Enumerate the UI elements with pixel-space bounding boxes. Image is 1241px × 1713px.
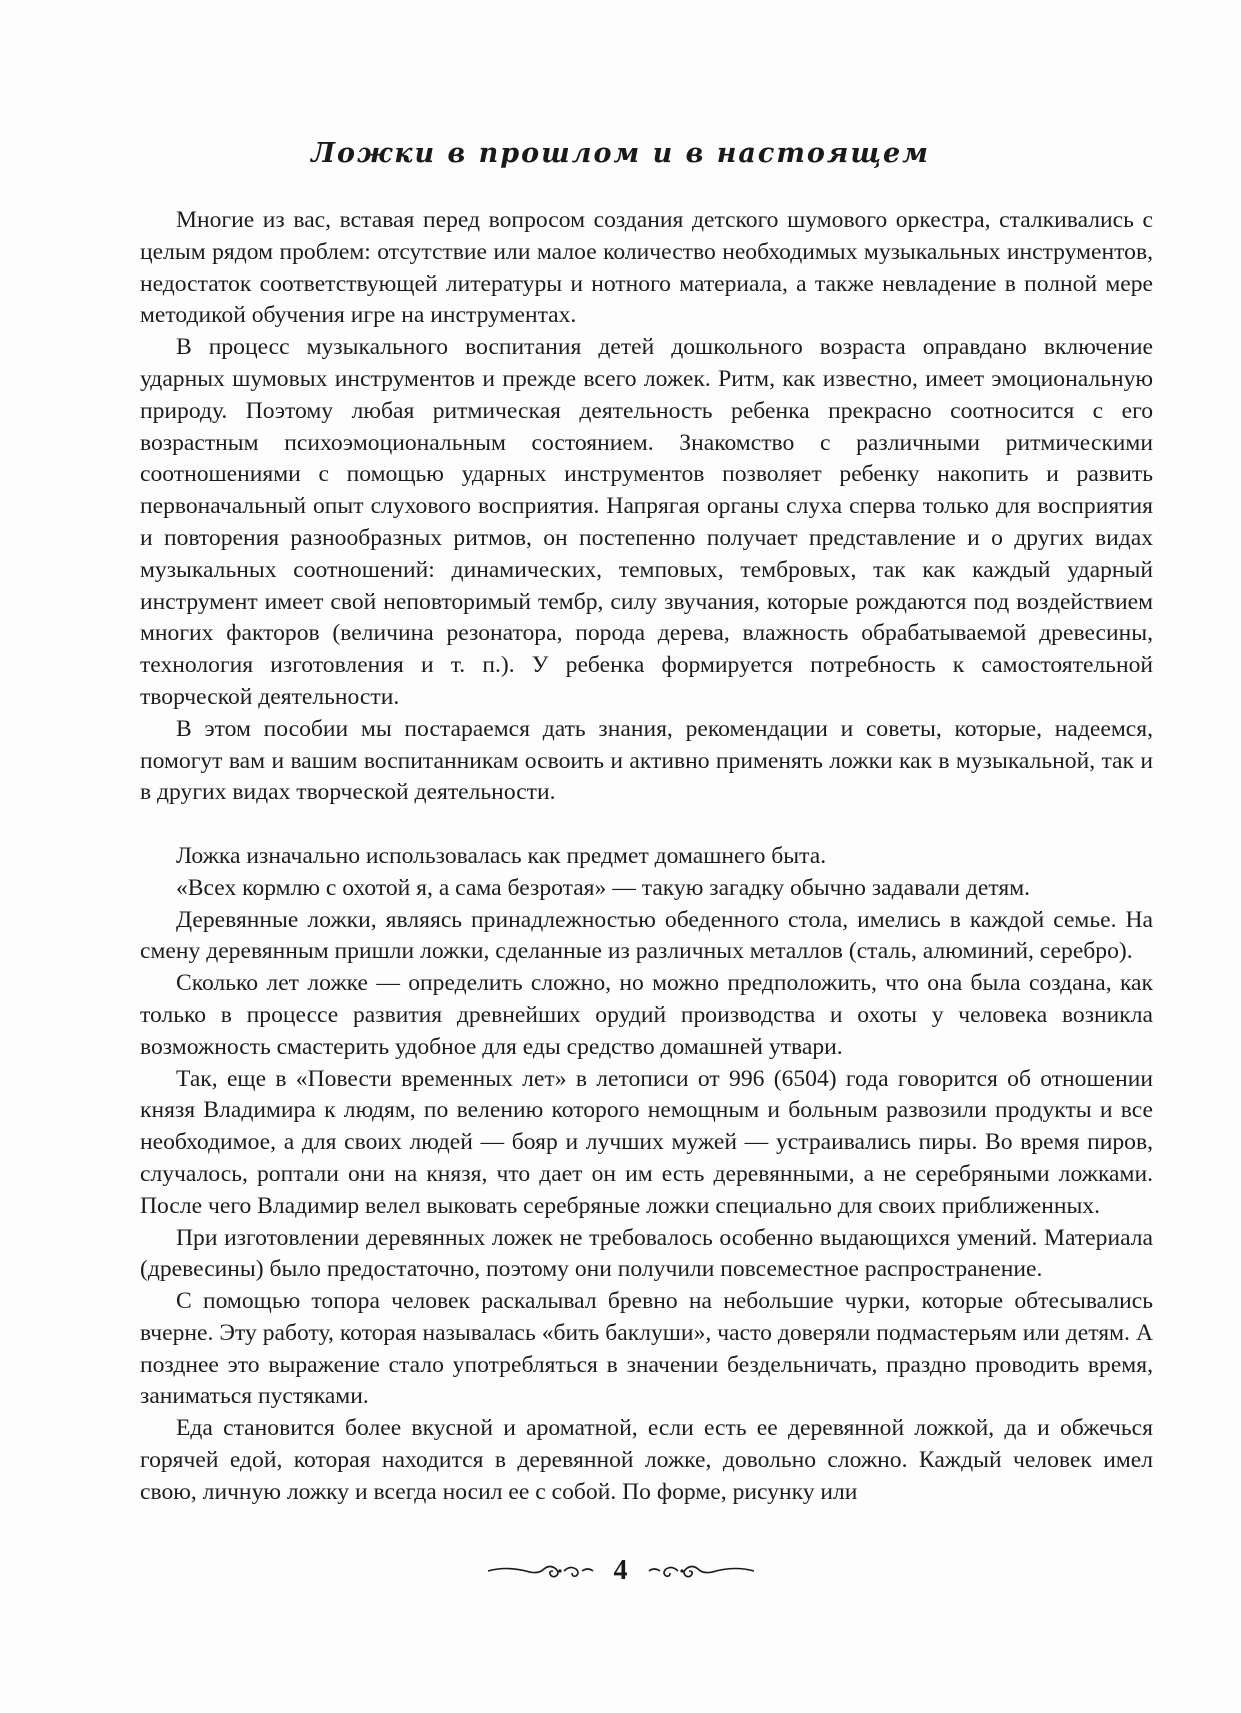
paragraph: В этом пособии мы постараемся дать знания, рекомендации и советы, которые, надеемся, помогут вам и вашим воспитанникам освоить и активно применять ложки как в музыкальной, так и в других видах творческой деятельности. [140, 715, 1153, 806]
page-number: 4 [613, 1555, 628, 1586]
left-ornament-icon [486, 1560, 596, 1582]
page-footer [0, 1555, 1241, 1587]
body-text [140, 205, 1153, 1509]
paragraph: Ложка изначально использовалась как предмет домашнего быта. [176, 842, 827, 869]
paragraph: В процесс музыкального воспитания детей дошкольного возраста оправдано включение ударных шумовых инструментов и прежде всего ложек. Ритм, как известно, имеет эмоциональную природу. Поэтому любая ритмическая деятельность ребенка прекрасно соотносится с его возрастным психоэмоциональным состоянием. Знакомство с различными ритмическими соотношениями с помощью ударных инструментов позволяет ребенку накопить и развить первоначальный опыт слухового восприятия. Напрягая органы слуха сперва только для восприятия и повторения разнообразных ритмов, он постепенно получает представление и о других видах музыкальных соотношений: динамических, темповых, тембровых, так как каждый ударный инструмент имеет свой неповторимый тембр, силу звучания, которые рождаются под воздействием многих факторов (величина резонатора, порода дерева, влажность обрабатываемой древесины, технология изготовления и т. п.). У ребенка формируется потребность к самостоятельной творческой деятельности. [140, 334, 1153, 710]
paragraph: «Всех кормлю с охотой я, а сама безротая» — такую загадку обычно задавали детям. [176, 874, 1031, 901]
right-ornament-icon [646, 1560, 756, 1582]
paragraph: Сколько лет ложке — определить сложно, но можно предположить, что она была создана, как только в процессе развития древнейших орудий производства и охоты у человека возникла возможность смастерить удобное для еды средство домашней утвари. [140, 970, 1153, 1060]
paragraph: Многие из вас, вставая перед вопросом создания детского шумового оркестра, сталкивались с целым рядом проблем: отсутствие или малое количество необходимых музыкальных инструментов, недостаток соответствующей литературы и нотного материала, а также невладение в полной мере методикой обучения игре на инструментах. [140, 207, 1153, 329]
paragraph: Еда становится более вкусной и ароматной, если есть ее деревянной ложкой, да и обжечься горячей едой, которая находится в деревянной ложке, довольно сложно. Каждый человек имел свою, личную ложку и всегда носил ее с собой. По форме, рисунку или [140, 1415, 1153, 1505]
paragraph: При изготовлении деревянных ложек не требовалось особенно выдающихся умений. Материала (древесины) было предостаточно, поэтому они получили повсеместное распространение. [140, 1224, 1153, 1283]
paragraph: Так, еще в «Повести временных лет» в летописи от 996 (6504) года говорится об отношении князя Владимира к людям, по велению которого немощным и больным развозили продукты и все необходимое, а для своих людей — бояр и лучших мужей — устраивались пиры. Во время пиров, случалось, роптали они на князя, что дает он им есть деревянными, а не серебряными ложками. После чего Владимир велел выковать серебряные ложки специально для своих приближенных. [140, 1065, 1153, 1219]
paragraph: Деревянные ложки, являясь принадлежностью обеденного стола, имелись в каждой семье. На смену деревянным пришли ложки, сделанные из различных металлов (сталь, алюминий, серебро). [140, 906, 1153, 965]
paragraph: С помощью топора человек раскалывал бревно на небольшие чурки, которые обтесывались вчерне. Эту работу, которая называлась «бить баклуши», часто доверяли подмастерьям или детям. А позднее это выражение стало употребляться в значении бездельничать, праздно проводить время, заниматься пустяками. [140, 1288, 1153, 1410]
page-title: Ложки в прошлом и в настоящем [311, 138, 930, 169]
